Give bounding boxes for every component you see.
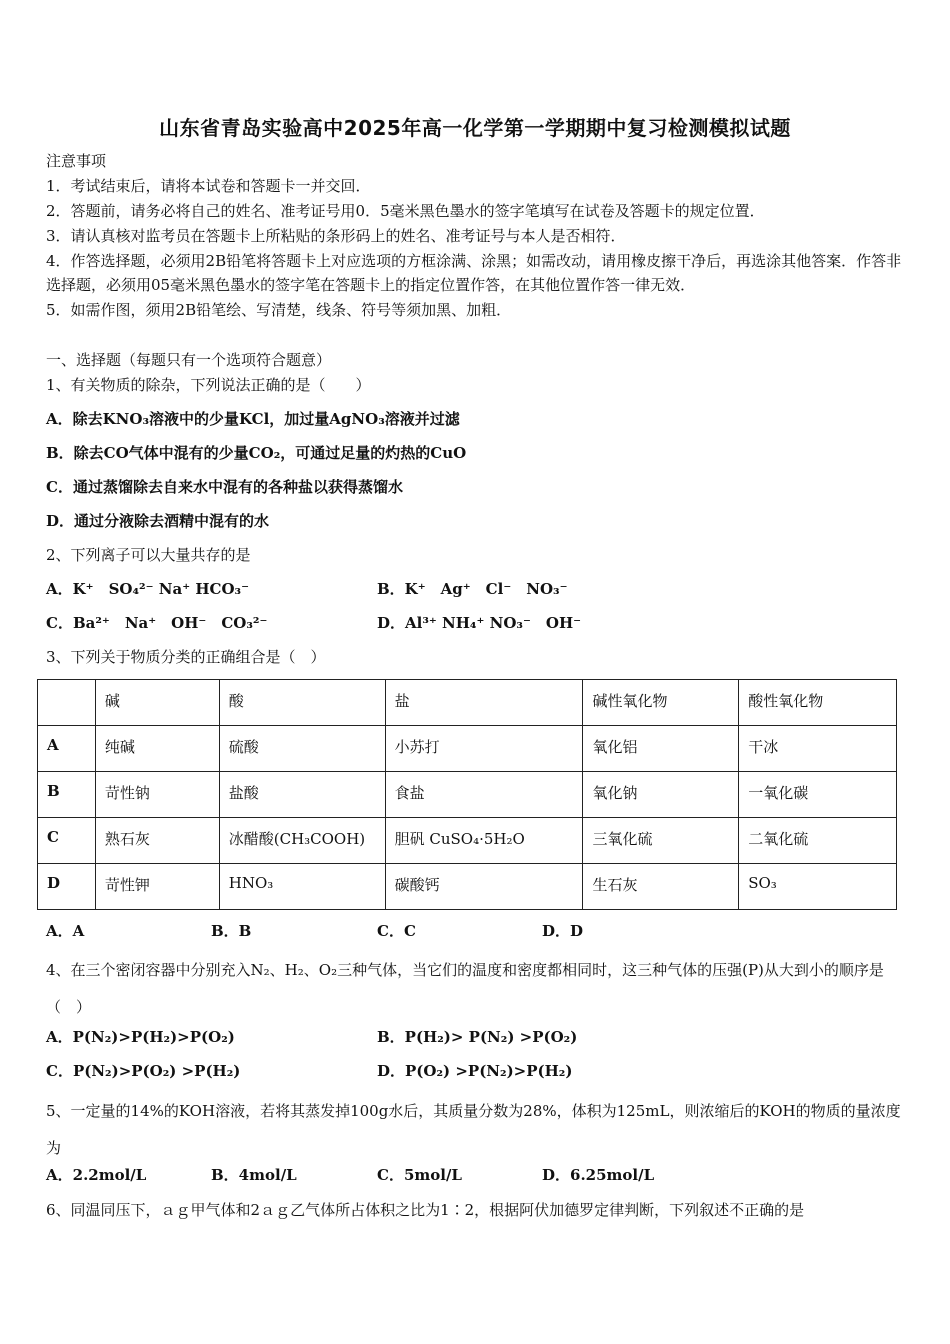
table-cell: 二氧化硫 xyxy=(739,818,897,864)
q3-option-d: D．D xyxy=(542,922,584,940)
table-cell: 苛性钾 xyxy=(95,864,219,910)
table-cell: 三氧化硫 xyxy=(583,818,739,864)
table-cell: 硫酸 xyxy=(219,726,385,772)
section-heading: 一、选择题（每题只有一个选项符合题意） xyxy=(46,351,332,369)
table-cell: 碱性氧化物 xyxy=(583,680,739,726)
q4-option-c: C．P(N₂)>P(O₂) >P(H₂) xyxy=(46,1062,241,1080)
q4-option-b: B．P(H₂)> P(N₂) >P(O₂) xyxy=(377,1028,578,1046)
q2-stem: 2、下列离子可以大量共存的是 xyxy=(46,546,251,564)
table-cell: 纯碱 xyxy=(95,726,219,772)
table-cell xyxy=(38,680,96,726)
table-cell: 熟石灰 xyxy=(95,818,219,864)
notice-item-4: 4．作答选择题，必须用2B铅笔将答题卡上对应选项的方框涂满、涂黑；如需改动，请用橡皮擦干净后，再选涂其他答案．作答非选择题，必须用05毫米黑色墨水的签字笔在答题卡上的指定位置作答，在其他位置作答一律无效． xyxy=(46,252,902,294)
table-row xyxy=(38,726,897,772)
table-cell: 氧化钠 xyxy=(583,772,739,818)
q5-option-b: B．4mol/L xyxy=(211,1166,297,1184)
table-cell: 酸 xyxy=(219,680,385,726)
table-cell: 碱 xyxy=(95,680,219,726)
table-cell: A xyxy=(38,726,96,772)
table-cell: 盐 xyxy=(385,680,583,726)
table-cell: C xyxy=(38,818,96,864)
table-cell: 酸性氧化物 xyxy=(739,680,897,726)
q2-option-c: C．Ba²⁺ Na⁺ OH⁻ CO₃²⁻ xyxy=(46,614,268,632)
q2-option-a: A．K⁺ SO₄²⁻ Na⁺ HCO₃⁻ xyxy=(46,580,250,598)
table-cell: SO₃ xyxy=(739,864,897,910)
table-cell: 干冰 xyxy=(739,726,897,772)
q3-option-b: B．B xyxy=(211,922,252,940)
table-row xyxy=(38,864,897,910)
table-cell: 一氧化碳 xyxy=(739,772,897,818)
q1-option-b: B．除去CO气体中混有的少量CO₂，可通过足量的灼热的CuO xyxy=(46,444,467,462)
q3-option-a: A．A xyxy=(46,922,85,940)
q5-stem: 5、一定量的14%的KOH溶液，若将其蒸发掉100g水后，其质量分数为28%，体积为125mL，则浓缩后的KOH的物质的量浓度为 xyxy=(46,1102,901,1157)
table-cell: D xyxy=(38,864,96,910)
table-row xyxy=(38,818,897,864)
classification-table xyxy=(37,679,897,910)
table-cell: 氧化铝 xyxy=(583,726,739,772)
q1-option-c: C．通过蒸馏除去自来水中混有的各种盐以获得蒸馏水 xyxy=(46,478,403,496)
q4-stem: 4、在三个密闭容器中分别充入N₂、H₂、O₂三种气体，当它们的温度和密度都相同时，这三种气体的压强(P)从大到小的顺序是（ ） xyxy=(46,961,884,1016)
table-cell: 胆矾 CuSO₄·5H₂O xyxy=(385,818,583,864)
table-cell: B xyxy=(38,772,96,818)
table-cell: HNO₃ xyxy=(219,864,385,910)
q4-option-d: D．P(O₂) >P(N₂)>P(H₂) xyxy=(377,1062,573,1080)
notice-item-3: 3．请认真核对监考员在答题卡上所粘贴的条形码上的姓名、准考证号与本人是否相符． xyxy=(46,227,626,245)
table-cell: 碳酸钙 xyxy=(385,864,583,910)
q3-stem: 3、下列关于物质分类的正确组合是（ ） xyxy=(46,648,326,666)
notice-item-2: 2．答题前，请务必将自己的姓名、准考证号用0．5毫米黑色墨水的签字笔填写在试卷及答题卡的规定位置． xyxy=(46,202,765,220)
notice-heading: 注意事项 xyxy=(46,152,107,170)
table-cell: 食盐 xyxy=(385,772,583,818)
q5-option-c: C．5mol/L xyxy=(377,1166,462,1184)
q5-option-a: A．2.2mol/L xyxy=(46,1166,147,1184)
table-cell: 冰醋酸(CH₃COOH) xyxy=(219,818,385,864)
q3-option-c: C．C xyxy=(377,922,416,940)
q1-option-d: D．通过分液除去酒精中混有的水 xyxy=(46,512,270,530)
q4-option-a: A．P(N₂)>P(H₂)>P(O₂) xyxy=(46,1028,235,1046)
table-header-row xyxy=(38,680,897,726)
table-cell: 生石灰 xyxy=(583,864,739,910)
q5-option-d: D．6.25mol/L xyxy=(542,1166,655,1184)
q1-option-a: A．除去KNO₃溶液中的少量KCl，加过量AgNO₃溶液并过滤 xyxy=(46,410,460,428)
table-row xyxy=(38,772,897,818)
table-cell: 小苏打 xyxy=(385,726,583,772)
page-title: 山东省青岛实验高中2025年高一化学第一学期期中复习检测模拟试题 xyxy=(159,116,791,140)
q2-option-d: D．Al³⁺ NH₄⁺ NO₃⁻ OH⁻ xyxy=(377,614,582,632)
table-cell: 盐酸 xyxy=(219,772,385,818)
q1-stem: 1、有关物质的除杂，下列说法正确的是（ ） xyxy=(46,376,371,394)
table-cell: 苛性钠 xyxy=(95,772,219,818)
notice-item-5: 5．如需作图，须用2B铅笔绘、写清楚，线条、符号等须加黑、加粗． xyxy=(46,301,512,319)
notice-item-1: 1．考试结束后，请将本试卷和答题卡一并交回． xyxy=(46,177,371,195)
q2-option-b: B．K⁺ Ag⁺ Cl⁻ NO₃⁻ xyxy=(377,580,568,598)
q6-stem: 6、同温同压下，ａｇ甲气体和2ａｇ乙气体所占体积之比为1∶2，根据阿伏加德罗定律判断，下列叙述不正确的是 xyxy=(46,1201,805,1219)
